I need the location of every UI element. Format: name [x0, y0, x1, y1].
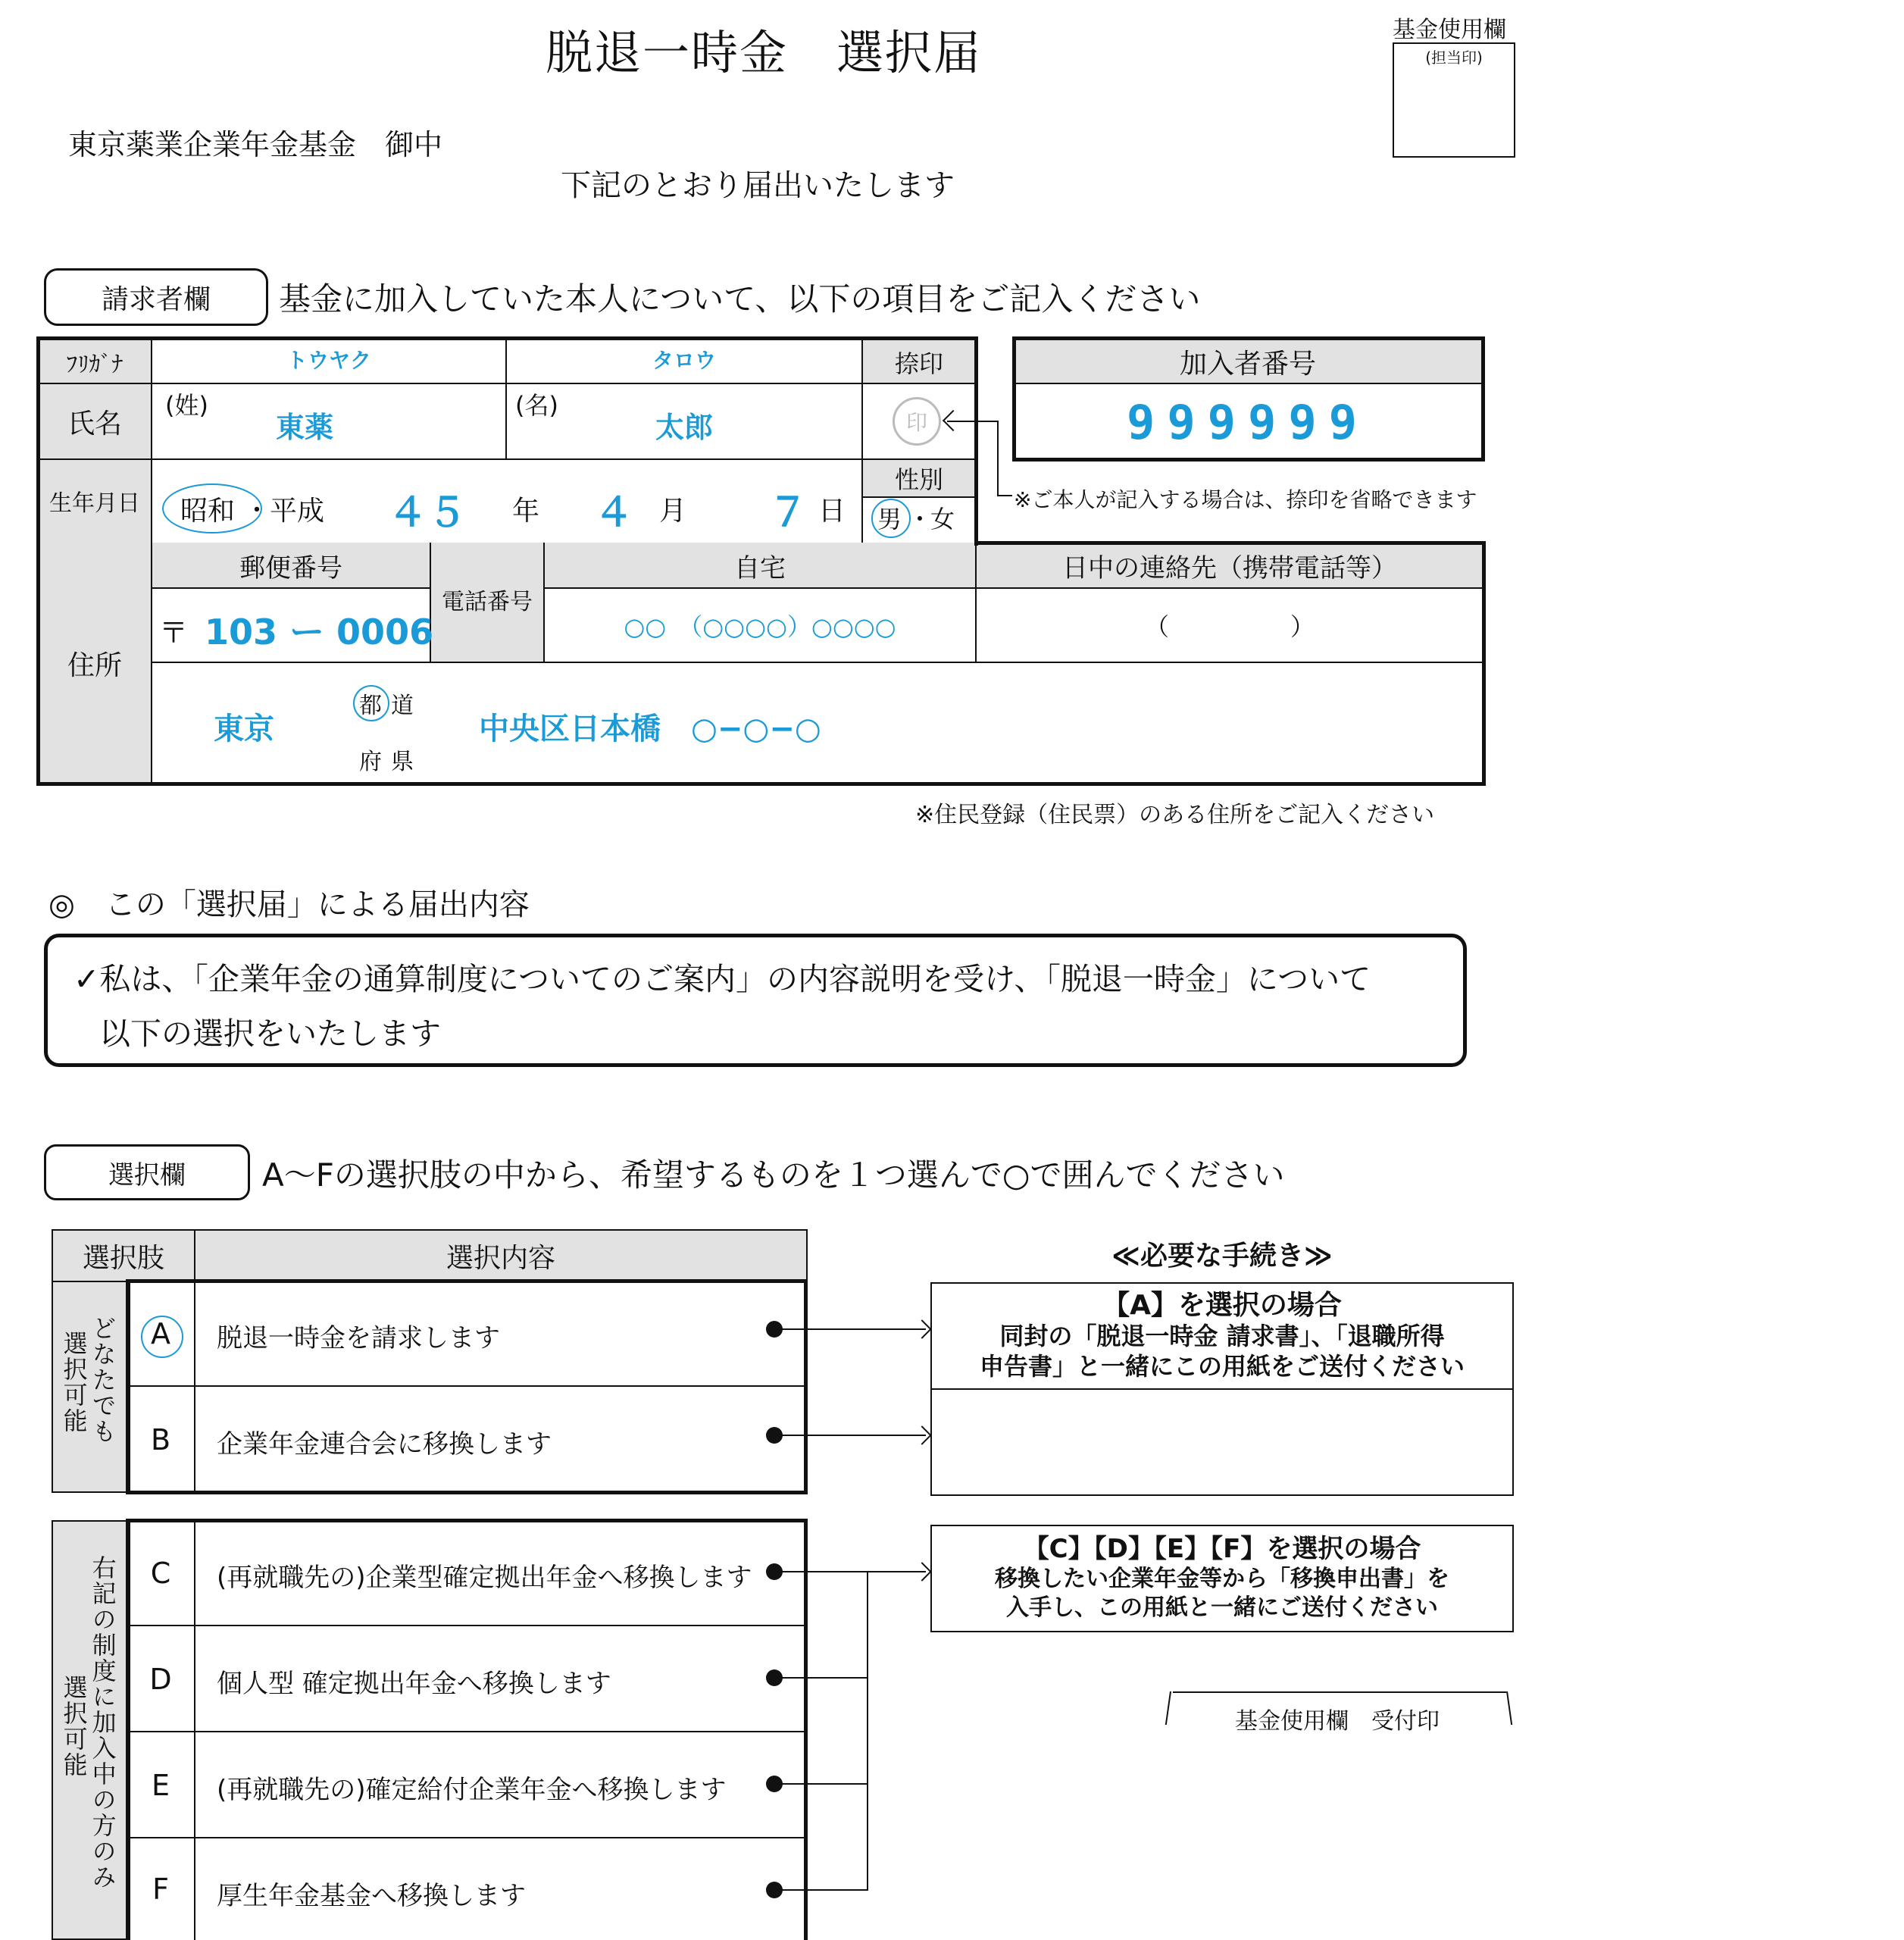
sex-sep: ・ — [908, 505, 933, 534]
subtitle: 下記のとおり届出いたします — [561, 168, 955, 203]
option-d-text[interactable]: 個人型 確定拠出年金へ移換します — [217, 1669, 611, 1699]
option-b-text[interactable]: 企業年金連合会に移換します — [217, 1429, 552, 1460]
proc-a-line2: 申告書」と一緒にこの用紙をご送付ください — [979, 1352, 1465, 1381]
mei-label: (名) — [515, 391, 558, 420]
arrow-head-b — [912, 1425, 931, 1444]
birth-day[interactable]: ７ — [768, 490, 808, 536]
col-content: 選択内容 — [446, 1242, 555, 1274]
receipt-label: 基金使用欄 受付印 — [1235, 1708, 1440, 1735]
birth-year[interactable]: ４５ — [388, 490, 467, 536]
tanto-stamp-box[interactable] — [1393, 42, 1515, 158]
option-a-letter[interactable]: A — [151, 1317, 170, 1350]
selection-tag-label: 選択欄 — [108, 1159, 186, 1191]
postal-mark: 〒 — [159, 616, 189, 649]
notice-line2: 以下の選択をいたします — [99, 1015, 441, 1052]
option-c-letter[interactable]: C — [150, 1557, 171, 1590]
day-contact-value[interactable]: （ ） — [1144, 612, 1315, 641]
option-e-text[interactable]: (再就職先の)確定給付企業年金へ移換します — [217, 1775, 727, 1805]
proc-cf-line1: 移換したい企業年金等から「移換申出書」を — [995, 1566, 1449, 1592]
tanto-label: (担当印) — [1425, 48, 1483, 67]
address-note: ※住民登録（住民票）のある住所をご記入ください — [915, 802, 1435, 828]
connector-c — [774, 1571, 926, 1572]
proc-cf-title: 【C】【D】【E】【F】を選択の場合 — [1023, 1533, 1421, 1564]
notice-box — [44, 934, 1467, 1067]
member-no-value[interactable]: 999999 — [1127, 394, 1369, 450]
sex-female[interactable]: 女 — [930, 505, 955, 534]
member-no-label: 加入者番号 — [1179, 348, 1316, 380]
day-contact-label: 日中の連絡先（携帯電話等） — [1062, 552, 1397, 584]
proc-a-line1: 同封の「脱退一時金 請求書」、「退職所得 — [999, 1322, 1445, 1350]
sei-label: (姓) — [165, 391, 208, 420]
group2-label-a: 右記の制度に加入中の方のみ — [88, 1555, 117, 1890]
option-c-text[interactable]: (再就職先の)企業型確定拠出年金へ移換します — [217, 1563, 752, 1593]
furigana-mei[interactable]: タロウ — [652, 348, 716, 373]
connector-cf-vertical — [867, 1571, 868, 1891]
pref-ken[interactable]: 県 — [391, 749, 414, 775]
address-label: 住所 — [67, 649, 122, 681]
sex-label: 性別 — [894, 465, 943, 494]
postal-label: 郵便番号 — [239, 552, 342, 584]
notice-line1: ✓私は、「企業年金の通算制度についてのご案内」の内容説明を受け、「脱退一時金」について — [73, 961, 1371, 997]
notice-heading: ◎ この「選択届」による届出内容 — [48, 887, 530, 922]
group1-label-b: 選択可能 — [59, 1331, 89, 1434]
group1-box — [126, 1279, 808, 1494]
street-value[interactable]: 中央区日本橋 ○−○−○ — [479, 712, 821, 746]
claimant-tag — [44, 268, 268, 326]
furigana-label: ﾌﾘｶﾞﾅ — [66, 352, 123, 378]
prefecture-value[interactable]: 東京 — [214, 712, 274, 746]
connector-b — [774, 1435, 926, 1436]
home-phone-value[interactable]: ○○ （○○○○）○○○○ — [624, 612, 896, 641]
pref-do[interactable]: 道 — [391, 693, 414, 719]
phone-label: 電話番号 — [442, 589, 533, 615]
sei-value[interactable]: 東薬 — [275, 410, 333, 444]
sex-male[interactable]: 男 — [877, 505, 902, 534]
proc-a-title: 【A】を選択の場合 — [1102, 1289, 1342, 1321]
addressee: 東京薬業企業年金基金 御中 — [68, 128, 443, 161]
fund-use-label: 基金使用欄 — [1393, 17, 1506, 43]
option-d-letter[interactable]: D — [149, 1663, 172, 1696]
option-a-text[interactable]: 脱退一時金を請求します — [217, 1323, 500, 1353]
group1-label-a: どなたでも — [88, 1316, 117, 1444]
receipt-left-edge — [1165, 1691, 1171, 1725]
receipt-top-line — [1173, 1691, 1506, 1693]
option-b-letter[interactable]: B — [150, 1423, 171, 1457]
birth-label: 生年月日 — [49, 490, 140, 517]
pref-to[interactable]: 都 — [359, 693, 382, 719]
receipt-right-edge — [1506, 1691, 1512, 1725]
pref-fu[interactable]: 府 — [359, 749, 382, 775]
col-option: 選択肢 — [82, 1242, 164, 1274]
claimant-tag-label: 請求者欄 — [101, 283, 211, 315]
postal-value[interactable]: 103 ー 0006 — [205, 612, 434, 652]
connector-a — [774, 1328, 926, 1330]
arrow-head-a — [912, 1319, 931, 1338]
arrow-head-c — [912, 1562, 931, 1581]
selection-instruction: A～Fの選択肢の中から、希望するものを１つ選んで○で囲んでください — [262, 1156, 1285, 1194]
option-f-letter[interactable]: F — [152, 1873, 169, 1906]
seal-stamp[interactable] — [893, 397, 941, 446]
day-label: 日 — [818, 496, 846, 527]
claimant-instruction: 基金に加入していた本人について、以下の項目をご記入ください — [279, 280, 1201, 318]
era-sep: ・ — [244, 496, 270, 526]
birth-month[interactable]: ４ — [594, 490, 634, 536]
furigana-sei[interactable]: トウヤク — [286, 348, 371, 373]
era-showa[interactable]: 昭和 — [180, 496, 236, 527]
mei-value[interactable]: 太郎 — [655, 410, 713, 444]
proc-cf-line2: 入手し、この用紙と一緒にご送付ください — [1006, 1594, 1438, 1621]
name-label: 氏名 — [67, 408, 122, 440]
group2-label-b: 選択可能 — [59, 1675, 89, 1778]
home-label: 自宅 — [734, 552, 786, 584]
seal-note: ※ご本人が記入する場合は、捺印を省略できます — [1014, 487, 1477, 512]
option-e-letter[interactable]: E — [151, 1769, 170, 1802]
procedures-heading: ≪必要な手続き≫ — [1111, 1240, 1333, 1272]
option-f-text[interactable]: 厚生年金基金へ移換します — [217, 1881, 526, 1911]
seal-glyph: 印 — [905, 410, 927, 435]
month-label: 月 — [659, 496, 687, 527]
seal-arrow-head — [943, 410, 964, 431]
year-label: 年 — [512, 496, 540, 527]
page-title: 脱退一時金 選択届 — [546, 25, 983, 80]
era-heisei[interactable]: 平成 — [270, 496, 325, 527]
selection-tag — [44, 1144, 250, 1200]
seal-label: 捺印 — [894, 349, 943, 378]
